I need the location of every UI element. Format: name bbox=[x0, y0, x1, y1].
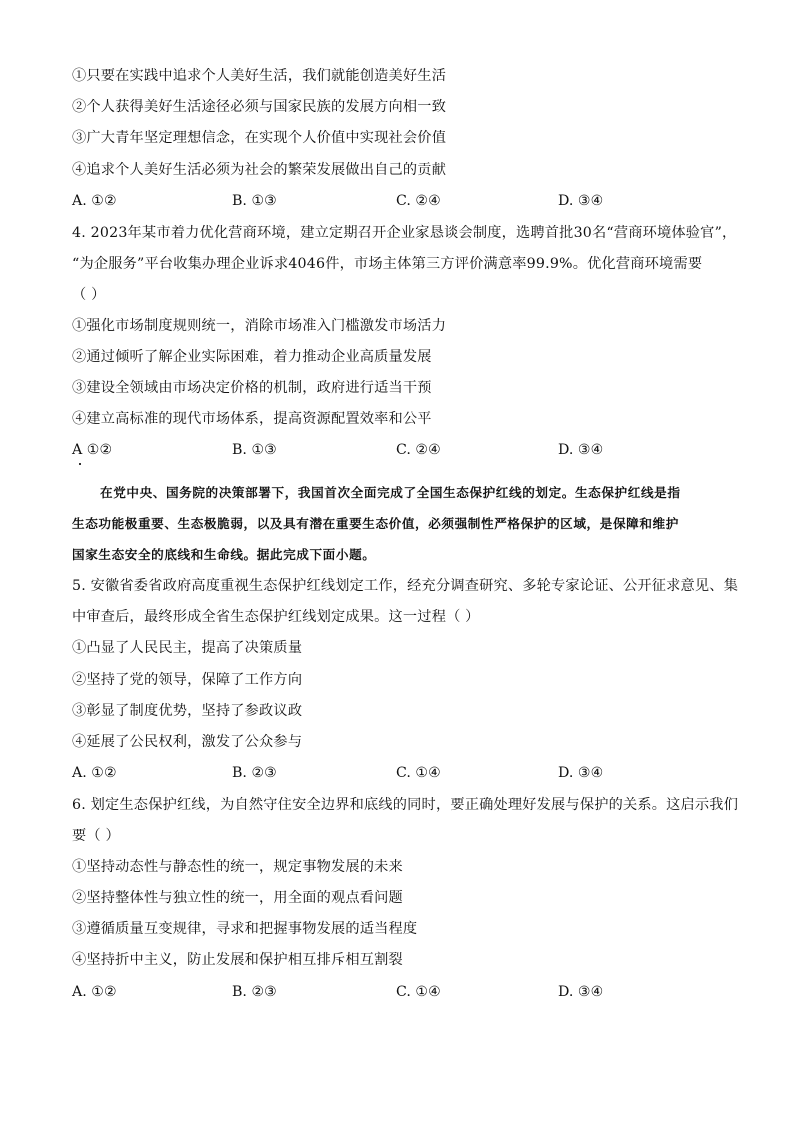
material-line-2: 生态功能极重要、生态极脆弱，以及具有潜在重要生态价值，必须强制性严格保护的区域，是保障和维护 bbox=[72, 516, 679, 531]
q3-option-a: A. ①② bbox=[72, 193, 117, 209]
q6-statement-3: ③遵循质量互变规律，寻求和把握事物发展的适当程度 bbox=[72, 921, 418, 937]
q4-option-a: A ①② bbox=[72, 442, 113, 458]
q4-statement-1: ①强化市场制度规则统一，消除市场准入门槛激发市场活力 bbox=[72, 318, 447, 334]
q3-statement-1: ①只要在实践中追求个人美好生活，我们就能创造美好生活 bbox=[72, 68, 447, 84]
q5-stem-line-2: 中审查后，最终形成全省生态保护红线划定成果。这一过程（ ） bbox=[72, 609, 480, 625]
material-line-1: 在党中央、国务院的决策部署下，我国首次全面完成了全国生态保护红线的划定。生态保护红线是指 bbox=[100, 485, 681, 500]
q4-stem-line-1: 4. 2023年某市着力优化营商环境，建立定期召开企业家恳谈会制度，选聘首批30名“营商环境体验官”， bbox=[72, 225, 737, 241]
q4-stem-line-2: “为企服务”平台收集办理企业诉求4046件，市场主体第三方评价满意率99.9%。优化营商环境需要 bbox=[72, 256, 703, 272]
q5-option-c: C. ①④ bbox=[396, 765, 441, 781]
material-line-3: 国家生态安全的底线和生命线。据此完成下面小题。 bbox=[72, 547, 376, 562]
stray-dot bbox=[79, 463, 81, 465]
q5-statement-3: ③彰显了制度优势，坚持了参政议政 bbox=[72, 703, 303, 719]
q6-stem-line-1: 6. 划定生态保护红线，为自然守住安全边界和底线的同时，要正确处理好发展与保护的关系。这启示我们 bbox=[72, 797, 739, 813]
q4-option-d: D. ③④ bbox=[558, 442, 604, 458]
q5-statement-2: ②坚持了党的领导，保障了工作方向 bbox=[72, 672, 303, 688]
q3-option-b: B. ①③ bbox=[232, 193, 277, 209]
q6-statement-4: ④坚持折中主义，防止发展和保护相互排斥相互割裂 bbox=[72, 952, 403, 968]
q4-option-b: B. ①③ bbox=[232, 442, 277, 458]
q3-statement-4: ④追求个人美好生活必须为社会的繁荣发展做出自己的贡献 bbox=[72, 162, 447, 178]
q3-statement-3: ③广大青年坚定理想信念，在实现个人价值中实现社会价值 bbox=[72, 130, 447, 146]
q6-option-d: D. ③④ bbox=[558, 984, 604, 1000]
q5-option-d: D. ③④ bbox=[558, 765, 604, 781]
q4-statement-2: ②通过倾听了解企业实际困难，着力推动企业高质量发展 bbox=[72, 349, 432, 365]
q5-statement-1: ①凸显了人民民主，提高了决策质量 bbox=[72, 640, 303, 656]
q6-stem-line-2: 要（ ） bbox=[72, 828, 120, 844]
q4-statement-3: ③建设全领域由市场决定价格的机制，政府进行适当干预 bbox=[72, 380, 432, 396]
q3-option-d: D. ③④ bbox=[558, 193, 604, 209]
q6-option-a: A. ①② bbox=[72, 984, 117, 1000]
q5-statement-4: ④延展了公民权利，激发了公众参与 bbox=[72, 734, 303, 750]
q3-option-c: C. ②④ bbox=[396, 193, 441, 209]
q6-option-c: C. ①④ bbox=[396, 984, 441, 1000]
q6-option-b: B. ②③ bbox=[232, 984, 277, 1000]
q6-statement-2: ②坚持整体性与独立性的统一，用全面的观点看问题 bbox=[72, 890, 403, 906]
q4-option-c: C. ②④ bbox=[396, 442, 441, 458]
q5-options bbox=[72, 763, 712, 783]
q5-option-a: A. ①② bbox=[72, 765, 117, 781]
q4-stem-line-3: （ ） bbox=[72, 287, 106, 303]
q5-option-b: B. ②③ bbox=[232, 765, 277, 781]
q3-options bbox=[72, 191, 712, 211]
q4-options bbox=[72, 440, 712, 460]
q5-stem-line-1: 5. 安徽省委省政府高度重视生态保护红线划定工作，经充分调查研究、多轮专家论证、公开征求意见、集 bbox=[72, 578, 739, 594]
q6-statement-1: ①坚持动态性与静态性的统一，规定事物发展的未来 bbox=[72, 859, 403, 875]
q4-statement-4: ④建立高标准的现代市场体系，提高资源配置效率和公平 bbox=[72, 411, 432, 427]
q6-options bbox=[72, 982, 712, 1002]
q3-statement-2: ②个人获得美好生活途径必须与国家民族的发展方向相一致 bbox=[72, 99, 447, 115]
